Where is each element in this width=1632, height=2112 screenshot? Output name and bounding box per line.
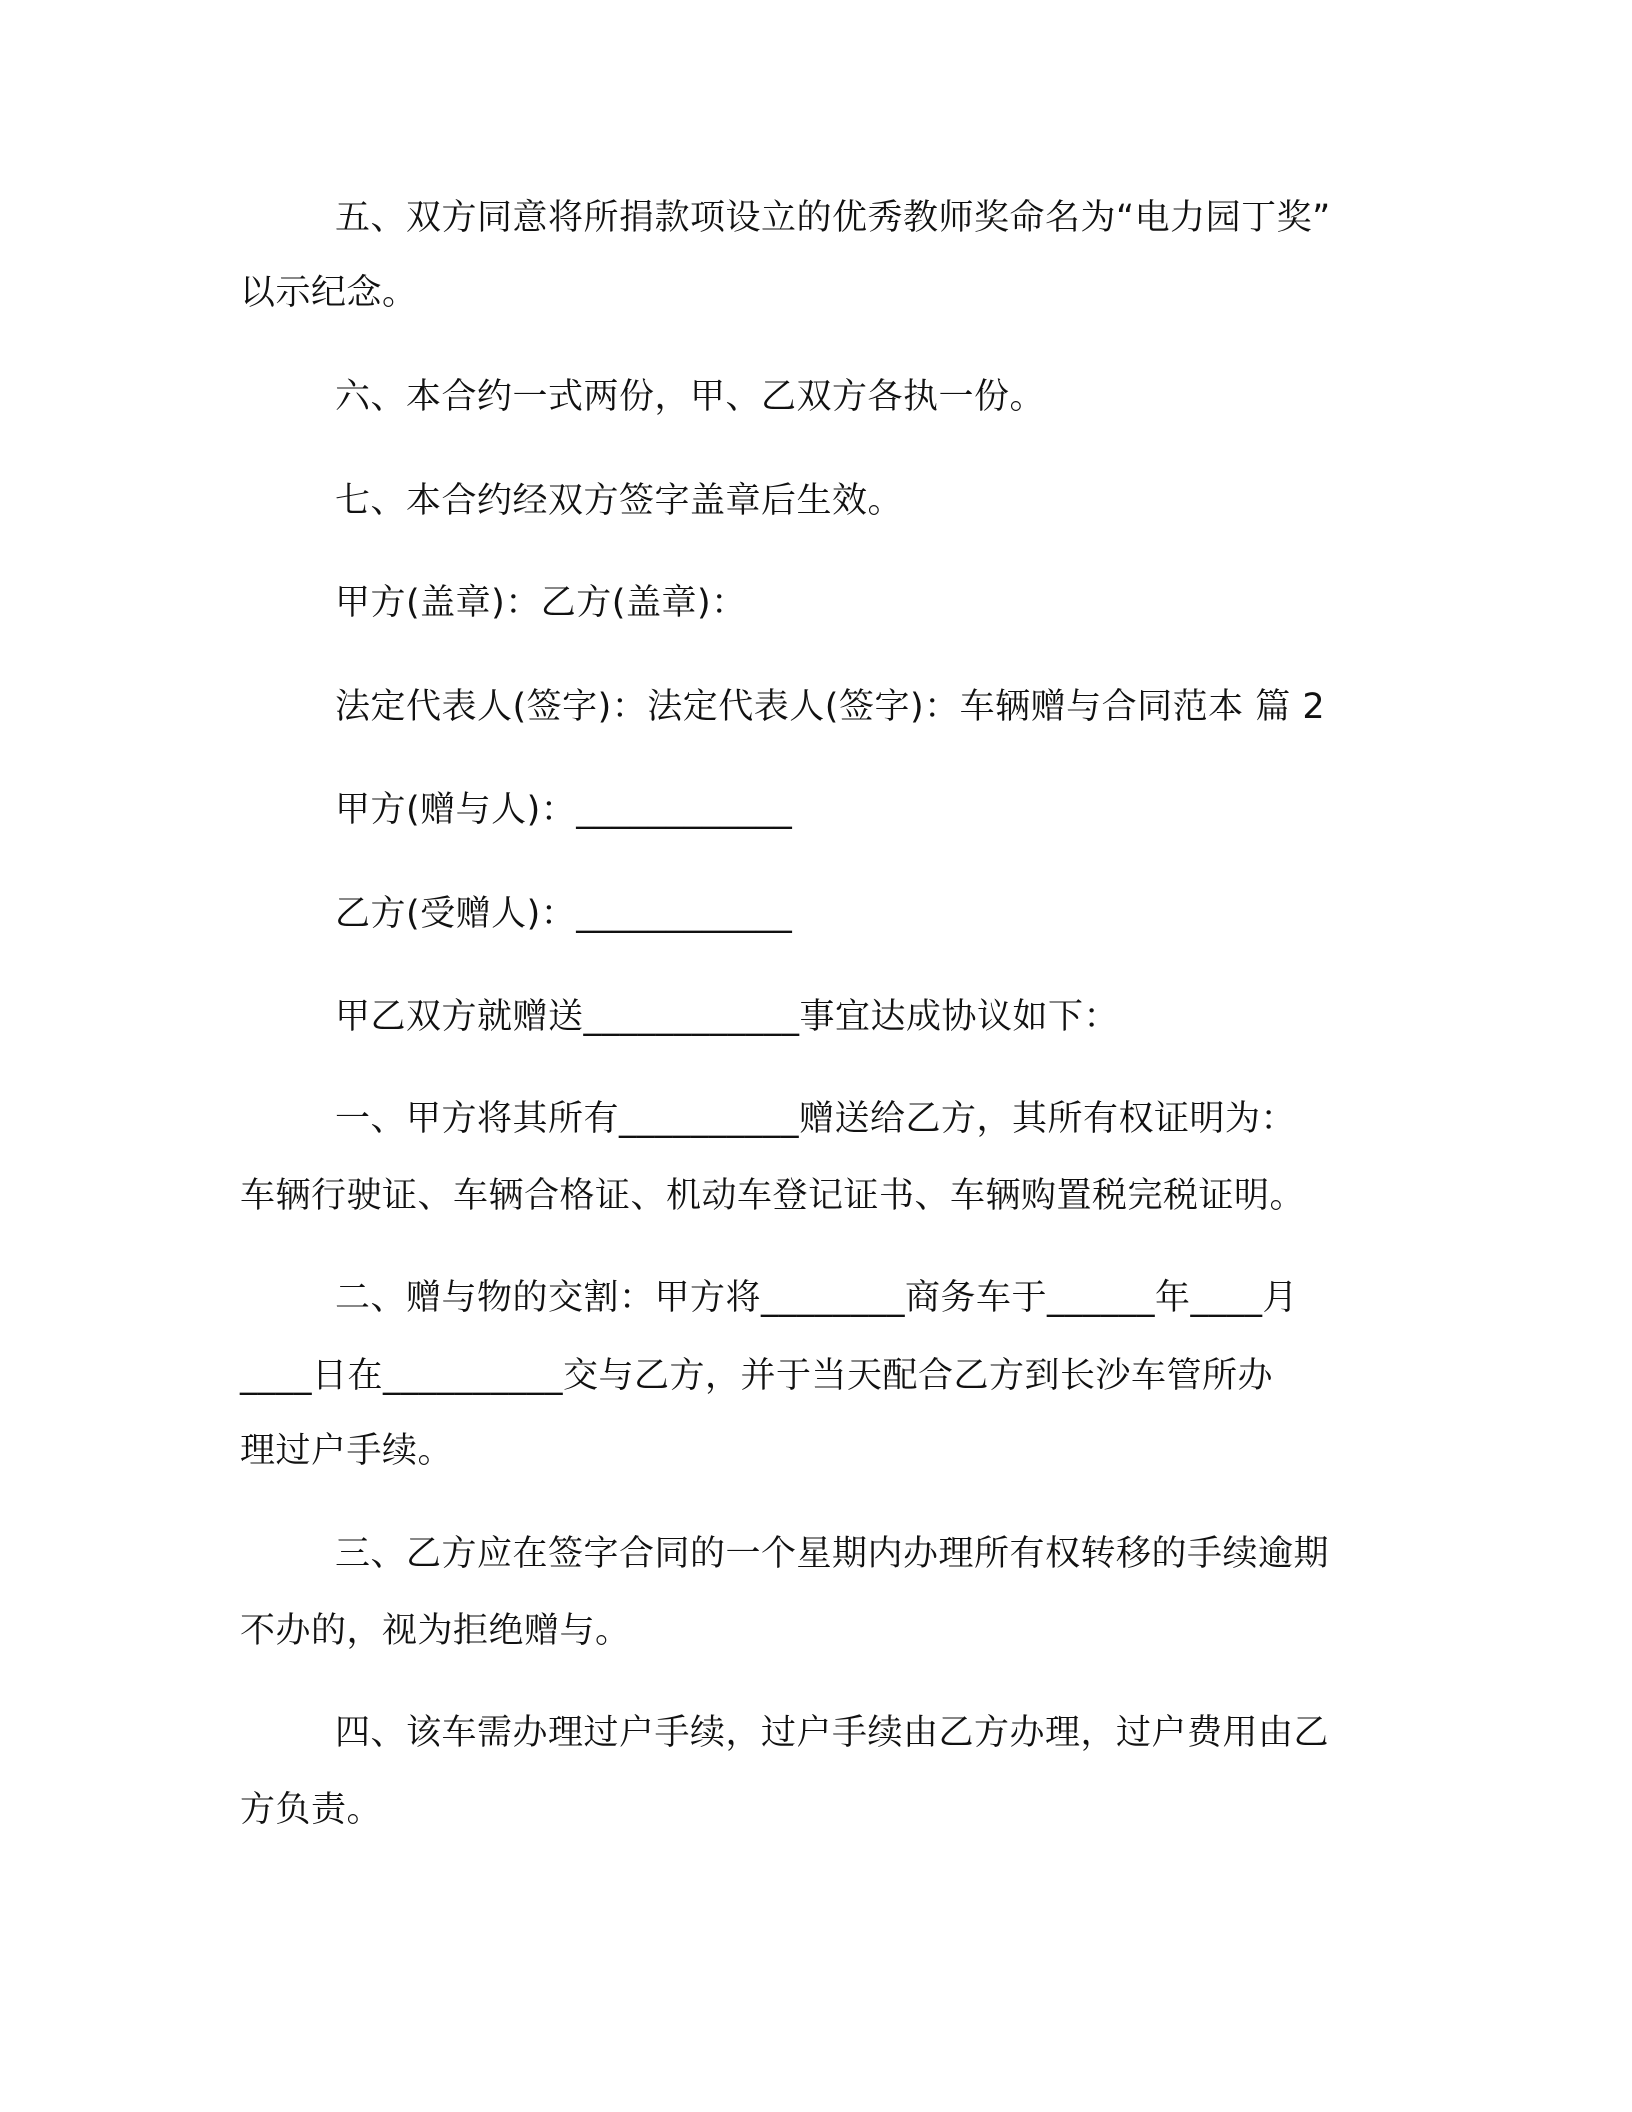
clause-1-line-2: 车辆行驶证、车辆合格证、机动车登记证书、车辆购置税完税证明。 [240,1176,1306,1216]
clause-5-line-2: 以示纪念。 [240,273,418,313]
legal-representative-line: 法定代表人(签字)：法定代表人(签字)：车辆赠与合同范本 篇 2 [335,687,1326,727]
donor-line: 甲方(赠与人)：____________ [335,790,793,830]
clause-3-line-2: 不办的，视为拒绝赠与。 [240,1611,631,1651]
clause-5-line-1: 五、双方同意将所捐款项设立的优秀教师奖命名为“电力园丁奖” [335,198,1331,238]
clause-3-line-1: 三、乙方应在签字合同的一个星期内办理所有权转移的手续逾期 [335,1534,1330,1574]
clause-7-line-1: 七、本合约经双方签字盖章后生效。 [335,481,904,521]
clause-2-line-1: 二、赠与物的交割：甲方将________商务车于______年____月 [335,1278,1299,1318]
donee-line: 乙方(受赠人)：____________ [335,894,793,934]
clause-4-line-2: 方负责。 [240,1790,383,1830]
clause-4-line-1: 四、该车需办理过户手续，过户手续由乙方办理，过户费用由乙 [335,1713,1330,1753]
clause-1-line-1: 一、甲方将其所有__________赠送给乙方，其所有权证明为： [335,1099,1297,1139]
agreement-intro-line: 甲乙双方就赠送____________事宜达成协议如下： [335,997,1120,1037]
clause-6-line-1: 六、本合约一式两份，甲、乙双方各执一份。 [335,377,1046,417]
clause-2-line-2: ____日在__________交与乙方，并于当天配合乙方到长沙车管所办 [240,1356,1274,1396]
clause-2-line-3: 理过户手续。 [240,1431,454,1471]
seal-line: 甲方(盖章)：乙方(盖章)： [335,583,747,623]
